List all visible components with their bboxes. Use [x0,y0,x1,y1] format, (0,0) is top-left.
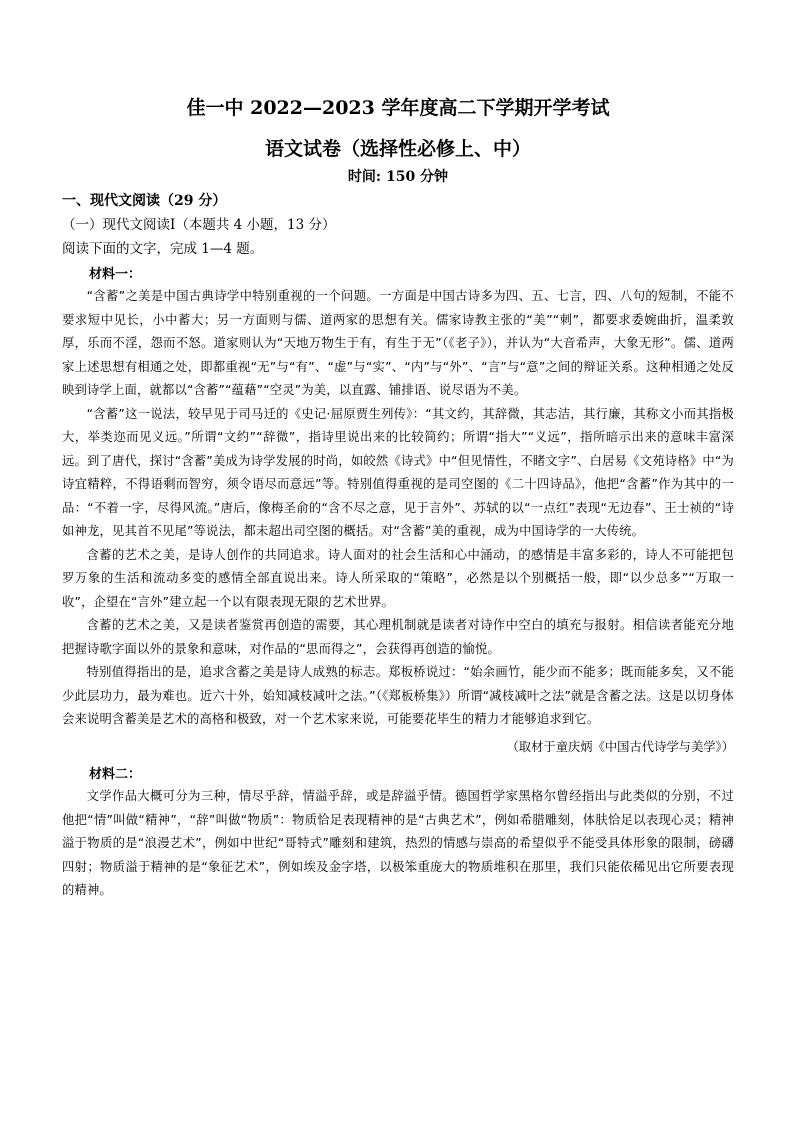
material-1-paragraph: 含蓄的艺术之美，又是读者鉴赏再创造的需要，其心理机制就是读者对诗作中空白的填充与报射。相信读者能充分地把握诗歌字面以外的景象和意味，对作品的“思而得之”，会获得再创造的愉悦。 [62,618,734,656]
material-2-body [62,785,734,903]
material-1-paragraph: “含蓄”之美是中国古典诗学中特别重视的一个问题。一方面是中国古诗多为四、五、七言，四、八句的短制，不能不要求短中见长，小中蓄大；另一方面则与儒、道两家的思想有关。儒家诗教主张的“美”“刺”，都要求委婉曲折，温柔敦厚，乐而不淫，怨而不怒。道家则认为“天地万物生于有，有生于无”（《老子》），并认为“大音希声，大象无形”。儒、道两家上述思想有相通之处，即都重视“无”与“有”、“虚”与“实”、“内”与“外”、“言”与“意”之间的辩证关系。这种相通之处反映到诗学上面，就都以“含蓄”“蕴藉”“空灵”为美，以直露、铺排语、说尽语为不美。 [62,289,734,397]
exam-subtitle: 语文试卷（选择性必修上、中） [264,138,531,160]
material-1-paragraph: 特别值得指出的是，追求含蓄之美是诗人成熟的标志。郑板桥说过：“始余画竹，能少而不能多；既而能多矣，又不能少此层功力，最为难也。近六十外，始知减枝减叶之法。”（《郑板桥集》）所谓“减枝减叶之法”就是含蓄之法。这是以切身体会来说明含蓄美是艺术的高格和极致，对一个艺术家来说，可能要花毕生的精力才能够追求到它。 [62,665,734,726]
section-heading: 一、现代文阅读（29 分） [62,193,227,209]
exam-time: 时间: 150 分钟 [347,169,449,185]
material-1-label: 材料一： [89,267,142,282]
subsection-heading: （一）现代文阅读Ⅰ（本题共 4 小题，13 分） [62,217,336,233]
exam-page [62,96,734,903]
material-1-paragraph: “含蓄”这一说法，较早见于司马迁的《史记·屈原贾生列传》：“其文约，其辞微，其志洁，其行廉，其称文小而其指极大，举类迩而见义远。”所谓“文约”“辞微”，指诗里说出来的比较简约；所谓“指大”“义远”，指所暗示出来的意味丰富深远。到了唐代，探讨“含蓄”美成为诗学发展的时尚，如皎然《诗式》中“但见情性，不睹文字”、白居易《文苑诗格》中“为诗宜精粹，不得语剩而智穷，须令语尽而意远”等。特别值得重视的是司空图的《二十四诗品》，他把“含蓄”作为其中的一品：“不着一字，尽得风流。”唐后，像梅圣俞的“含不尽之意，见于言外”、苏轼的以“一点红”表现“无边春”、王士祯的“诗如神龙，见其首不见尾”等说法，都未超出司空图的概括。对“含蓄”美的重视，成为中国诗学的一大传统。 [62,406,734,538]
exam-title: 佳一中 2022—2023 学年度高二下学期开学考试 [186,97,610,119]
material-1-paragraph: 含蓄的艺术之美，是诗人创作的共同追求。诗人面对的社会生活和心中涌动，的感情是丰富多彩的，诗人不可能把包罗万象的生活和流动多变的感情全部直说出来。诗人所采取的“策略”，必然是以个别概括一般，即“以少总多”“万取一收”，企望在“言外”建立起一个以有限表现无限的艺术世界。 [62,547,734,609]
material-2-paragraph: 文学作品大概可分为三种，情尽乎辞，情溢乎辞，或是辞溢乎情。德国哲学家黑格尔曾经指出与此类似的分别，不过他把“情”叫做“精神”，“辞”叫做“物质”：物质恰足表现精神的是“古典艺术”，例如希腊雕刻，体肤恰足以表现心灵；精神溢于物质的是“浪漫艺术”，例如中世纪“哥特式”雕刻和建筑，热烈的情感与崇高的希望似乎不能受具体形象的限制，磅礴四射；物质溢于精神的是“象征艺术”，例如埃及金字塔，以极笨重庞大的物质堆积在那里，我们只能依稀见出它所要表现的精神。 [62,789,734,897]
material-1-source: （取材于童庆炳《中国古代诗学与美学》） [506,739,734,754]
reading-instruction: 阅读下面的文字，完成 1—4 题。 [62,241,264,257]
material-1-body [62,285,734,732]
material-2-label: 材料二： [89,767,142,782]
